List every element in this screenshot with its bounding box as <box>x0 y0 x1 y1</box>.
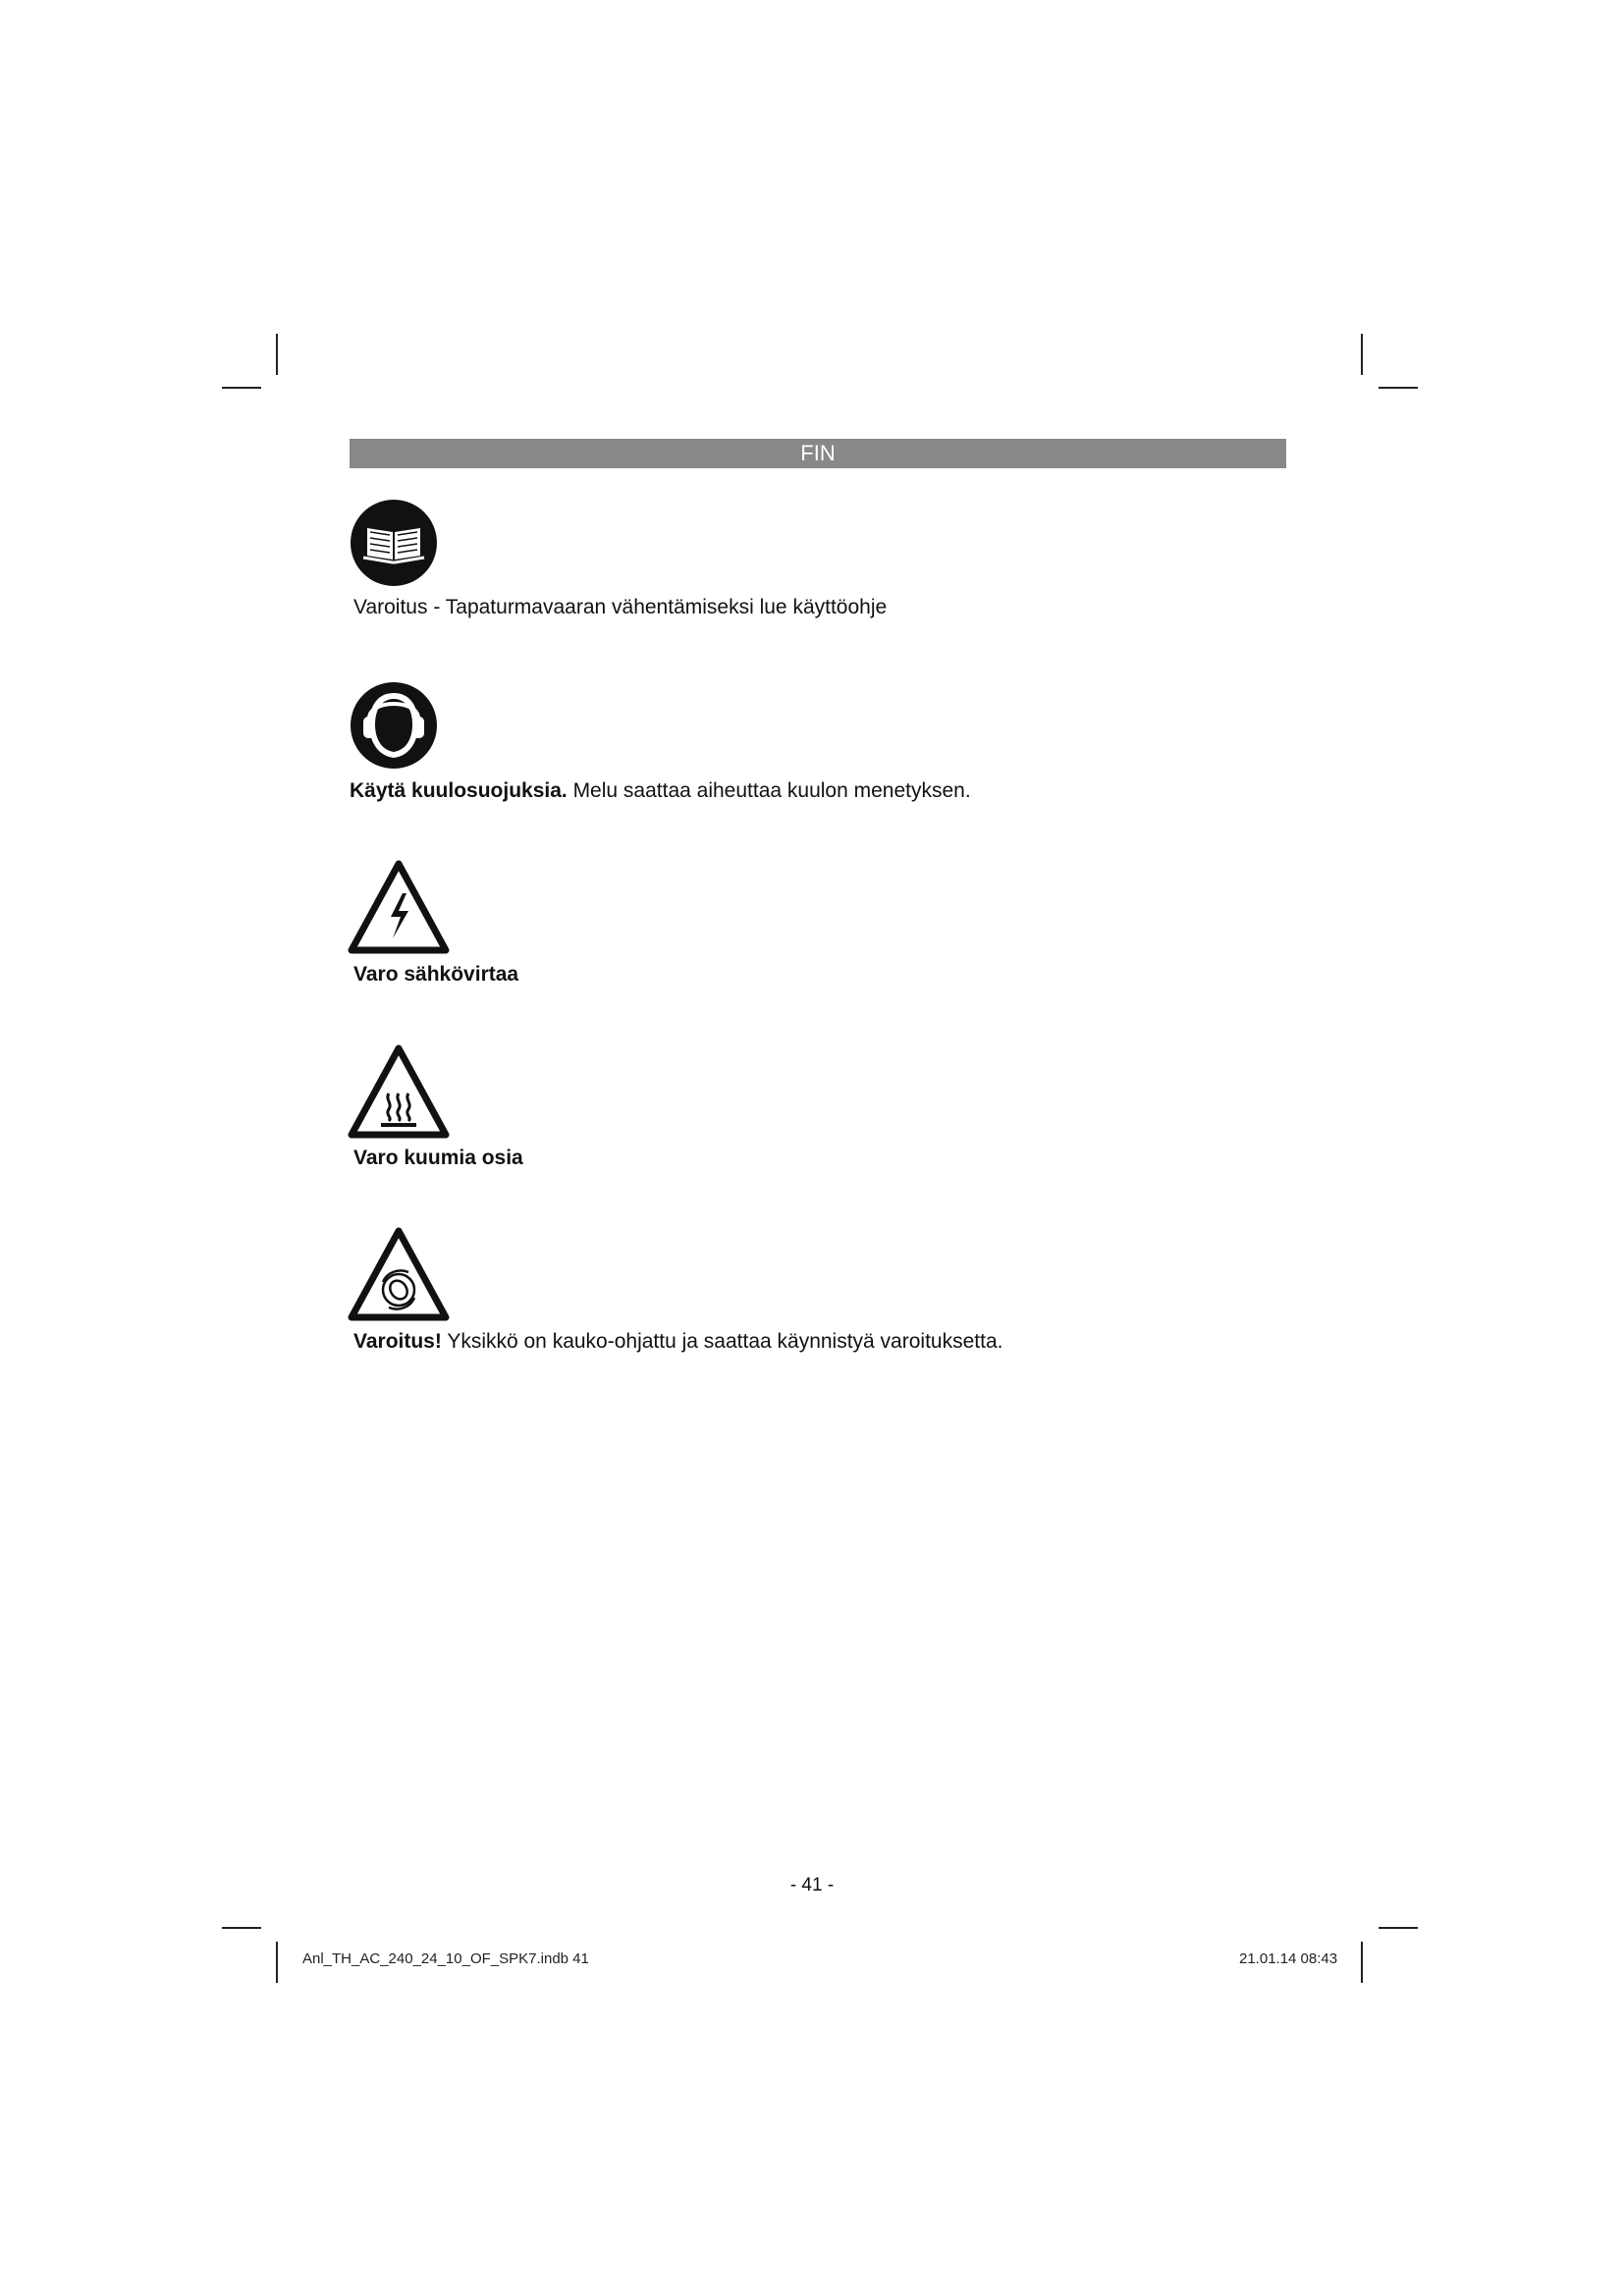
language-header: FIN <box>350 439 1286 468</box>
hot-surface-warning-icon <box>348 1044 450 1139</box>
item-caption-text: Varoitus - Tapaturmavaaran vähentämiseksi lue käyttöohje <box>353 596 888 618</box>
crop-mark <box>1379 1927 1418 1929</box>
ear-protection-icon <box>350 681 438 770</box>
item-caption-bold: Käytä kuulosuojuksia. <box>350 779 568 802</box>
item-caption-text: Melu saattaa aiheuttaa kuulon menetyksen. <box>567 779 971 802</box>
item-caption <box>350 778 971 804</box>
crop-mark <box>1361 334 1363 375</box>
file-name: Anl_TH_AC_240_24_10_OF_SPK7.indb 41 <box>302 1950 589 1967</box>
crop-mark <box>1361 1942 1363 1983</box>
timestamp: 21.01.14 08:43 <box>1239 1950 1338 1967</box>
read-manual-icon <box>350 499 438 587</box>
item-caption-bold: Varo sähkövirtaa <box>353 963 519 986</box>
item-caption-text: Yksikkö on kauko-ohjattu ja saattaa käynnistyä varoituksetta. <box>441 1330 1003 1353</box>
item-caption <box>353 1329 1002 1355</box>
page-number: - 41 - <box>789 1875 835 1896</box>
item-caption-bold: Varo kuumia osia <box>353 1147 523 1169</box>
item-caption <box>353 962 518 988</box>
crop-mark <box>276 1942 278 1983</box>
crop-mark <box>222 1927 261 1929</box>
crop-mark <box>1379 387 1418 389</box>
item-caption <box>353 595 887 620</box>
crop-mark <box>276 334 278 375</box>
electric-shock-warning-icon <box>348 860 450 954</box>
automatic-start-warning-icon <box>348 1227 450 1321</box>
item-caption-bold: Varoitus! <box>353 1330 442 1353</box>
crop-mark <box>222 387 261 389</box>
item-caption <box>353 1146 523 1171</box>
